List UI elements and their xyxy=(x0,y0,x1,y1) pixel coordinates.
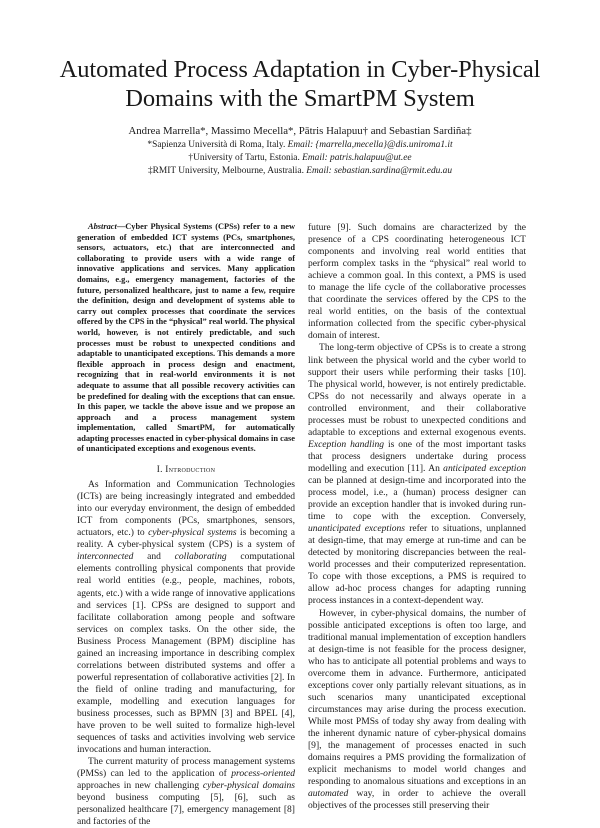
italic-term: cyber-physical systems xyxy=(148,527,237,539)
text-run: The long-term objective of CPSs is to create a strong link between the physical world and the cyber world to support their users while performing their tasks [10]. The physical world, however, is not entirely predictable. CPSs do not necessarily and always operate in a controlled environment, and their collaborative processes must be robust to unexpected conditions and adaptable to exceptions and external exogenous events. xyxy=(308,342,526,438)
italic-term: Exception handling xyxy=(308,438,385,450)
affiliation-1-text: *Sapienza Università di Roma, Italy. xyxy=(147,140,288,150)
italic-term: collaborating xyxy=(174,551,227,563)
affiliation-2 xyxy=(30,152,570,164)
title-line-1: Automated Process Adaptation in Cyber-Physical xyxy=(59,56,541,83)
italic-term: automated xyxy=(308,788,349,800)
text-run: can be planned at design-time and incorporated into the process model, i.e., a (human) process designer can provide an exception handler that is invoked during run-time to cope with the exception. Conversely, xyxy=(308,474,526,523)
text-run: is one of the most important tasks that process designers undertake during process modelling and execution [11]. An xyxy=(308,438,526,474)
affiliation-3-email: Email: sebastian.sardina@rmit.edu.au xyxy=(306,166,453,176)
abstract-text: —Cyber Physical Systems (CPSs) refer to a new generation of embedded ICT systems (PCs, smartphones, sensors, actuators, etc.) that are interconnected and collaborating to provide users with a wide range of innovative applications and services. Many application domains, e.g., emergency management, factories of the future, personalized healthcare, just to name a few, require the definition, design and development of systems able to carry out complex processes that coordinate the services offered by the CPS in the “physical” real world. The physical world, however, is not entirely predictable, and such processes must be robust to unexpected conditions and adaptable to unanticipated exceptions. This demands a more flexible approach in process design and enactment, recognizing that in real-world environments it is not adequate to assume that all possible recovery activities can be predefined for dealing with the exceptions that can ensue. In this paper, we tackle the above issue and we propose an approach and a process management system implementation, called SmartPM, for automatically adapting processes enacted in cyber-physical domains in case of unanticipated exceptions and exogenous events. xyxy=(77,222,295,454)
section-heading-introduction: I. Introduction xyxy=(156,464,216,475)
italic-term: process-oriented xyxy=(231,768,295,780)
intro-paragraph-3: future [9]. Such domains are characterized by the presence of a CPS coordinating heterogeneous ICT components and involving real world entities that perform complex tasks in the “physical” real world to achieve a common goal. In this context, a PMS is used to manage the life cycle of the collaborative processes that coordinate the services offered by the CPS to the real world entities, on the basis of the contextual information collected from the specific cyber-physical domain of interest. xyxy=(308,222,526,342)
text-run: computational elements controlling physical components that provide real world entities (e.g., people, machines, robots, agents, etc.) with a wide range of innovative applications and services [1]. CPSs are designed to support and facilitate collaboration among people and software services on complex tasks. On the other side, the Business Process Management (BPM) discipline has gained an increasing importance in describing complex correlations between distributed systems and offer a powerful representation of collaborative activities [2]. In the field of online trading and manufacturing, for example, modelling and execution languages for business processes, such as BPMN [3] and BPEL [4], have proven to be well suited to formalize high-level sequences of tasks and activities involving web service invocations and human interaction. xyxy=(77,551,295,756)
intro-paragraph-5 xyxy=(308,608,526,813)
italic-term: unanticipated exceptions xyxy=(308,523,405,535)
affiliation-3-text: ‡RMIT University, Melbourne, Australia. xyxy=(147,166,307,176)
intro-paragraph-2 xyxy=(77,756,295,828)
text-run: refer to situations, unplanned at design-time, that may emerge at run-time and can be detected by monitoring discrepancies between the real-world processes and their computerized representation. To cope with those exceptions, a PMS is required to allow ad-hoc process changes for adapting running process instances in a context-dependent way. xyxy=(308,523,526,607)
text-run: The current maturity of process management systems (PMSs) can led to the application of xyxy=(77,756,295,780)
text-run: As Information and Communication Technologies (ICTs) are being increasingly integrated and embedded into our everyday environment, the design of embedded ICT from components (PCs, smartphones, sensors, actuators, etc.) to xyxy=(77,479,295,539)
intro-paragraph-4 xyxy=(308,342,526,607)
italic-term: anticipated exception xyxy=(443,462,526,474)
affiliation-2-email: Email: patris.halapuu@ut.ee xyxy=(302,153,412,163)
text-run: is becoming a reality. A cyber-physical system (CPS) is a system of xyxy=(77,527,295,551)
abstract xyxy=(77,222,295,455)
text-run: and xyxy=(133,551,175,563)
affiliation-1-email: Email: {marrella,mecella}@dis.uniroma1.it xyxy=(287,140,453,150)
text-run: However, in cyber-physical domains, the number of possible anticipated exceptions is often too large, and traditional manual implementation of exception handlers at design-time is not feasible for the process designer, who has to anticipate all potential problems and ways to overcome them in advance. Furthermore, anticipated exceptions cover only partially relevant situations, as in such scenarios many unanticipated exceptional circumstances may arise during the process execution. While most PMSs of today shy away from dealing with the inherent dynamic nature of cyber-physical domains [9], the management of processes enacted in such domains requires a PMS providing the formalization of explicit mechanisms to model world changes and responding to anomalous situations and exceptions in an xyxy=(308,607,526,788)
paper-title xyxy=(30,55,570,113)
affiliation-2-text: †University of Tartu, Estonia. xyxy=(188,153,303,163)
author-list: Andrea Marrella*, Massimo Mecella*, Pātris Halapuu† and Sebastian Sardiña‡ xyxy=(128,125,472,137)
italic-term: cyber-physical domains xyxy=(202,780,295,792)
title-line-2: Domains with the SmartPM System xyxy=(125,85,475,112)
text-run: approaches in new challenging xyxy=(77,780,203,792)
italic-term: interconnected xyxy=(77,551,134,563)
right-column xyxy=(308,222,526,812)
intro-paragraph-1 xyxy=(77,479,295,756)
text-run: beyond business computing [5], [6], such as personalized healthcare [7], emergency management [8] and factories of the xyxy=(77,792,295,828)
abstract-label: Abstract xyxy=(88,222,117,231)
affiliation-3 xyxy=(30,165,570,177)
text-run: way, in order to achieve the overall objectives of the processes still preserving their xyxy=(308,788,526,812)
left-column xyxy=(77,222,295,828)
affiliation-1 xyxy=(30,139,570,151)
